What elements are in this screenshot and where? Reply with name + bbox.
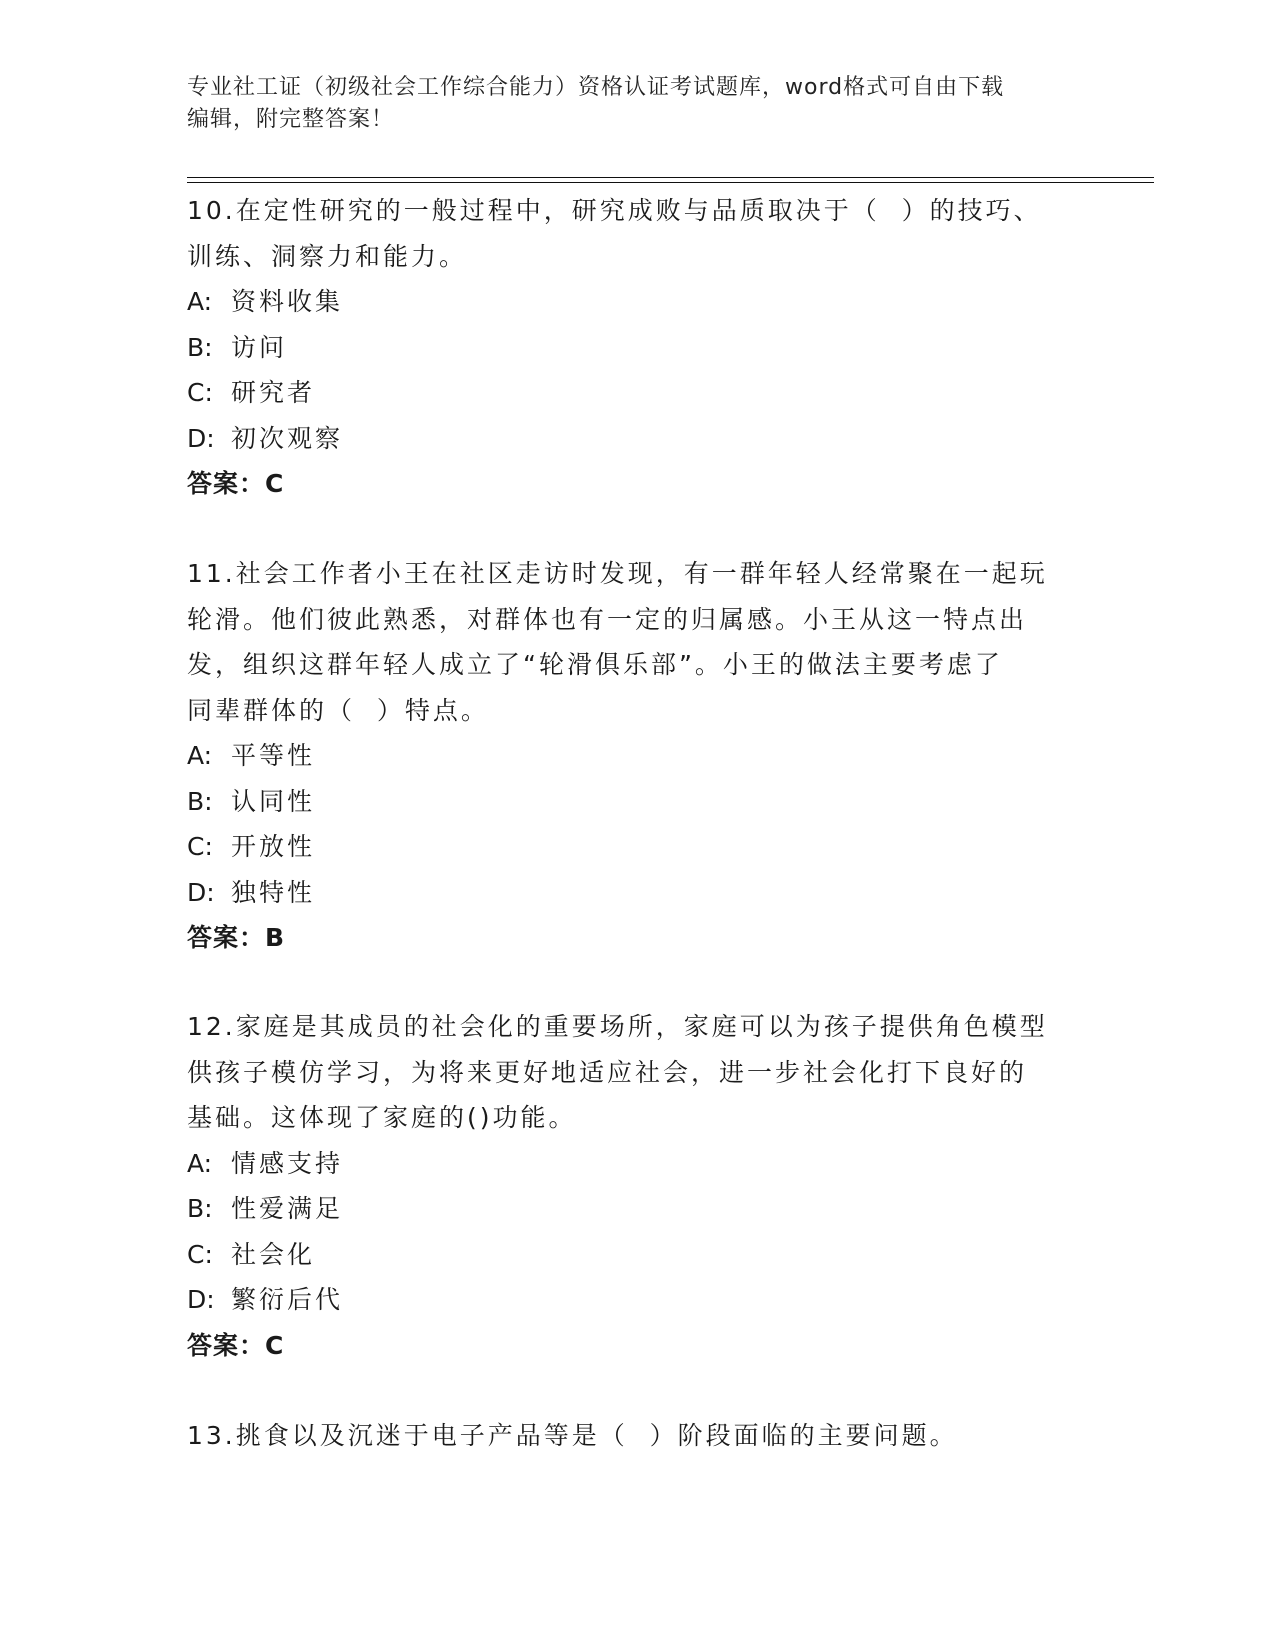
option-key: B: <box>187 1194 213 1223</box>
option-text: 研究者 <box>231 378 316 407</box>
option-text: 性爱满足 <box>231 1194 344 1223</box>
option-c <box>187 1232 1087 1278</box>
option-key: C: <box>187 832 213 861</box>
question-stem-line: 发，组织这群年轻人成立了“轮滑俱乐部”。小王的做法主要考虑了 <box>187 650 1003 679</box>
option-text: 独特性 <box>231 877 316 907</box>
question-stem-line: 12.家庭是其成员的社会化的重要场所，家庭可以为孩子提供角色模型 <box>187 1012 1048 1041</box>
answer-line: 答案：B <box>187 923 286 952</box>
question-10 <box>187 188 1087 507</box>
question-stem-line: 供孩子模仿学习，为将来更好地适应社会，进一步社会化打下良好的 <box>187 1057 1028 1087</box>
option-text: 开放性 <box>231 832 316 861</box>
answer-line: 答案：C <box>187 469 285 498</box>
option-key: D: <box>187 423 215 453</box>
option-a <box>187 733 1087 779</box>
option-key: C: <box>187 378 213 407</box>
option-key: A: <box>187 287 213 316</box>
question-stem-line: 轮滑。他们彼此熟悉，对群体也有一定的归属感。小王从这一特点出 <box>187 604 1028 634</box>
option-text: 访问 <box>231 332 288 362</box>
document-header <box>187 72 1067 136</box>
option-key: C: <box>187 1239 213 1269</box>
option-b <box>187 779 1087 825</box>
option-key: A: <box>187 1148 213 1178</box>
question-stem-line: 基础。这体现了家庭的()功能。 <box>187 1103 577 1132</box>
option-a <box>187 279 1087 325</box>
option-d <box>187 1277 1087 1323</box>
option-d <box>187 870 1087 916</box>
question-stem-line: 11.社会工作者小王在社区走访时发现，有一群年轻人经常聚在一起玩 <box>187 559 1048 588</box>
question-stem-line: 13.挑食以及沉迷于电子产品等是（ ）阶段面临的主要问题。 <box>187 1421 958 1450</box>
answer-line: 答案：C <box>187 1330 285 1360</box>
option-text: 初次观察 <box>231 423 344 453</box>
option-c <box>187 824 1087 870</box>
question-11 <box>187 551 1087 961</box>
header-line-1: 专业社工证（初级社会工作综合能力）资格认证考试题库，word格式可自由下载 <box>187 75 1005 100</box>
option-b <box>187 325 1087 371</box>
header-line-2: 编辑，附完整答案！ <box>187 107 395 132</box>
option-text: 认同性 <box>231 786 316 816</box>
option-text: 平等性 <box>231 741 316 770</box>
question-13 <box>187 1413 1087 1459</box>
option-key: A: <box>187 741 213 770</box>
option-d <box>187 416 1087 462</box>
option-key: D: <box>187 877 215 907</box>
question-stem-line: 10.在定性研究的一般过程中，研究成败与品质取决于（ ）的技巧、 <box>187 196 1042 225</box>
header-divider-bottom <box>187 182 1154 183</box>
option-text: 繁衍后代 <box>231 1285 344 1314</box>
option-key: B: <box>187 332 213 362</box>
header-divider-top <box>187 177 1154 178</box>
question-stem-line: 训练、洞察力和能力。 <box>187 241 468 271</box>
option-a <box>187 1141 1087 1187</box>
question-12 <box>187 1004 1087 1368</box>
option-text: 情感支持 <box>231 1148 344 1178</box>
option-text: 资料收集 <box>231 287 344 316</box>
option-c <box>187 370 1087 416</box>
option-text: 社会化 <box>231 1239 316 1269</box>
option-key: B: <box>187 786 213 816</box>
question-stem-line: 同辈群体的（ ）特点。 <box>187 695 489 725</box>
option-b <box>187 1186 1087 1232</box>
option-key: D: <box>187 1285 215 1314</box>
